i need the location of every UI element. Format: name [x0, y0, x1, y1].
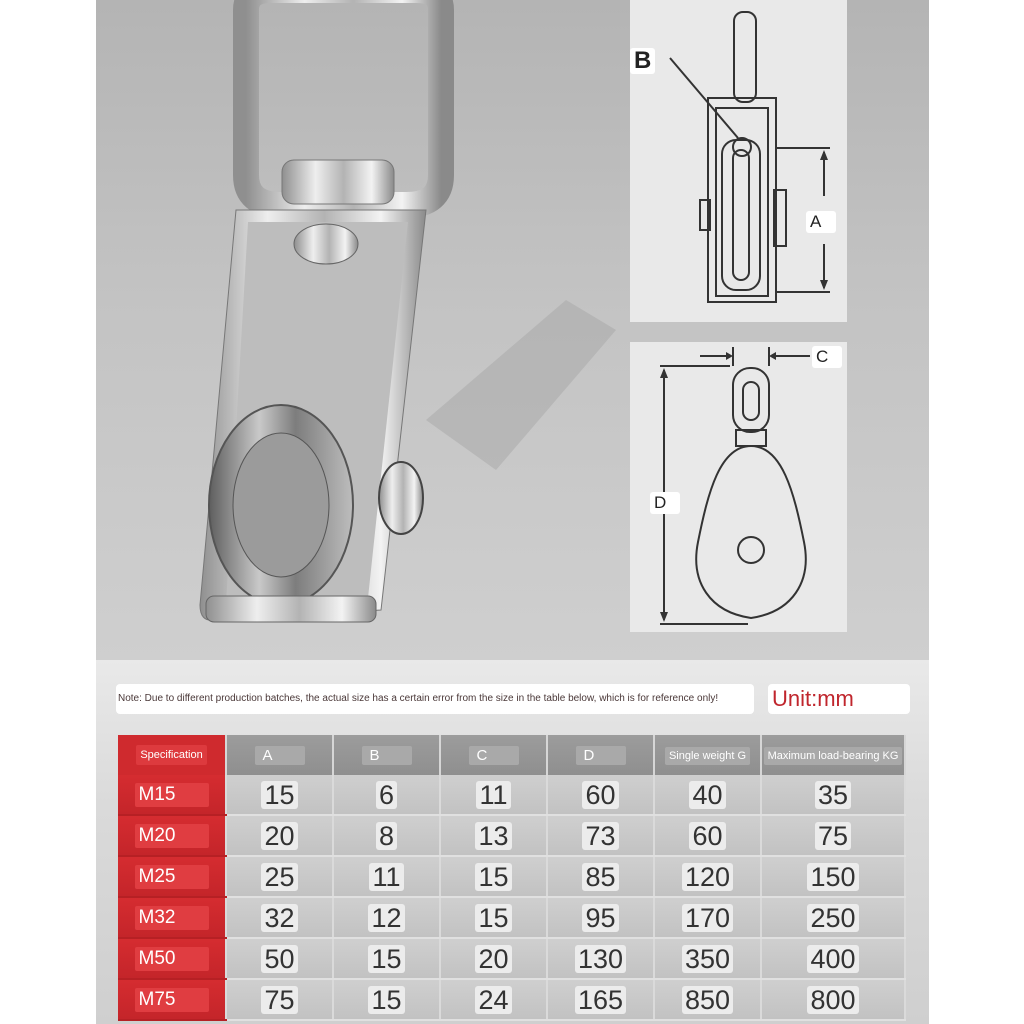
- table-row: [118, 815, 905, 856]
- value-cell: 11: [440, 775, 547, 815]
- table-row: [118, 775, 905, 815]
- value-cell: 8: [333, 815, 440, 856]
- header-b: B: [333, 735, 440, 775]
- value-cell: 20: [226, 815, 333, 856]
- front-view-drawing: [630, 342, 847, 632]
- spec-cell: M75: [118, 979, 226, 1020]
- value-cell: 13: [440, 815, 547, 856]
- side-view-diagram: [630, 0, 847, 322]
- value-cell: 120: [654, 856, 761, 897]
- spec-cell: M32: [118, 897, 226, 938]
- side-view-drawing: [630, 0, 847, 322]
- value-cell: 15: [333, 979, 440, 1020]
- value-cell: 60: [547, 775, 654, 815]
- dimension-label-a: A: [806, 211, 836, 233]
- size-note: Note: Due to different production batches, the actual size has a certain error from the size in the table below, which is for reference only!: [116, 684, 754, 714]
- value-cell: 15: [440, 856, 547, 897]
- value-cell: 50: [226, 938, 333, 979]
- header-a: A: [226, 735, 333, 775]
- value-cell: 32: [226, 897, 333, 938]
- table-row: [118, 856, 905, 897]
- value-cell: 400: [761, 938, 905, 979]
- value-cell: 150: [761, 856, 905, 897]
- header-c: C: [440, 735, 547, 775]
- value-cell: 850: [654, 979, 761, 1020]
- value-cell: 250: [761, 897, 905, 938]
- value-cell: 20: [440, 938, 547, 979]
- dimension-label-b: B: [630, 48, 655, 74]
- unit-label: Unit:mm: [768, 684, 910, 714]
- spec-cell: M20: [118, 815, 226, 856]
- value-cell: 75: [761, 815, 905, 856]
- value-cell: 40: [654, 775, 761, 815]
- value-cell: 75: [226, 979, 333, 1020]
- value-cell: 12: [333, 897, 440, 938]
- spec-table: [118, 735, 906, 1021]
- swivel-pulley-photo: [96, 0, 636, 660]
- value-cell: 170: [654, 897, 761, 938]
- value-cell: 15: [226, 775, 333, 815]
- header-d: D: [547, 735, 654, 775]
- value-cell: 24: [440, 979, 547, 1020]
- value-cell: 130: [547, 938, 654, 979]
- dimension-label-c: C: [812, 346, 842, 368]
- value-cell: 6: [333, 775, 440, 815]
- value-cell: 95: [547, 897, 654, 938]
- table-row: [118, 979, 905, 1020]
- front-view-diagram: [630, 342, 847, 632]
- dimension-label-d: D: [650, 492, 680, 514]
- value-cell: 35: [761, 775, 905, 815]
- value-cell: 15: [440, 897, 547, 938]
- table-row: [118, 938, 905, 979]
- value-cell: 11: [333, 856, 440, 897]
- value-cell: 85: [547, 856, 654, 897]
- value-cell: 165: [547, 979, 654, 1020]
- table-header-row: [118, 735, 905, 775]
- table-row: [118, 897, 905, 938]
- value-cell: 73: [547, 815, 654, 856]
- header-single-weight: Single weight G: [654, 735, 761, 775]
- product-photo-area: [96, 0, 929, 660]
- header-specification: Specification: [118, 735, 226, 775]
- spec-cell: M50: [118, 938, 226, 979]
- value-cell: 60: [654, 815, 761, 856]
- product-page: [96, 0, 929, 1024]
- value-cell: 15: [333, 938, 440, 979]
- spec-cell: M15: [118, 775, 226, 815]
- value-cell: 25: [226, 856, 333, 897]
- value-cell: 800: [761, 979, 905, 1020]
- spec-cell: M25: [118, 856, 226, 897]
- header-max-load: Maximum load-bearing KG: [761, 735, 905, 775]
- value-cell: 350: [654, 938, 761, 979]
